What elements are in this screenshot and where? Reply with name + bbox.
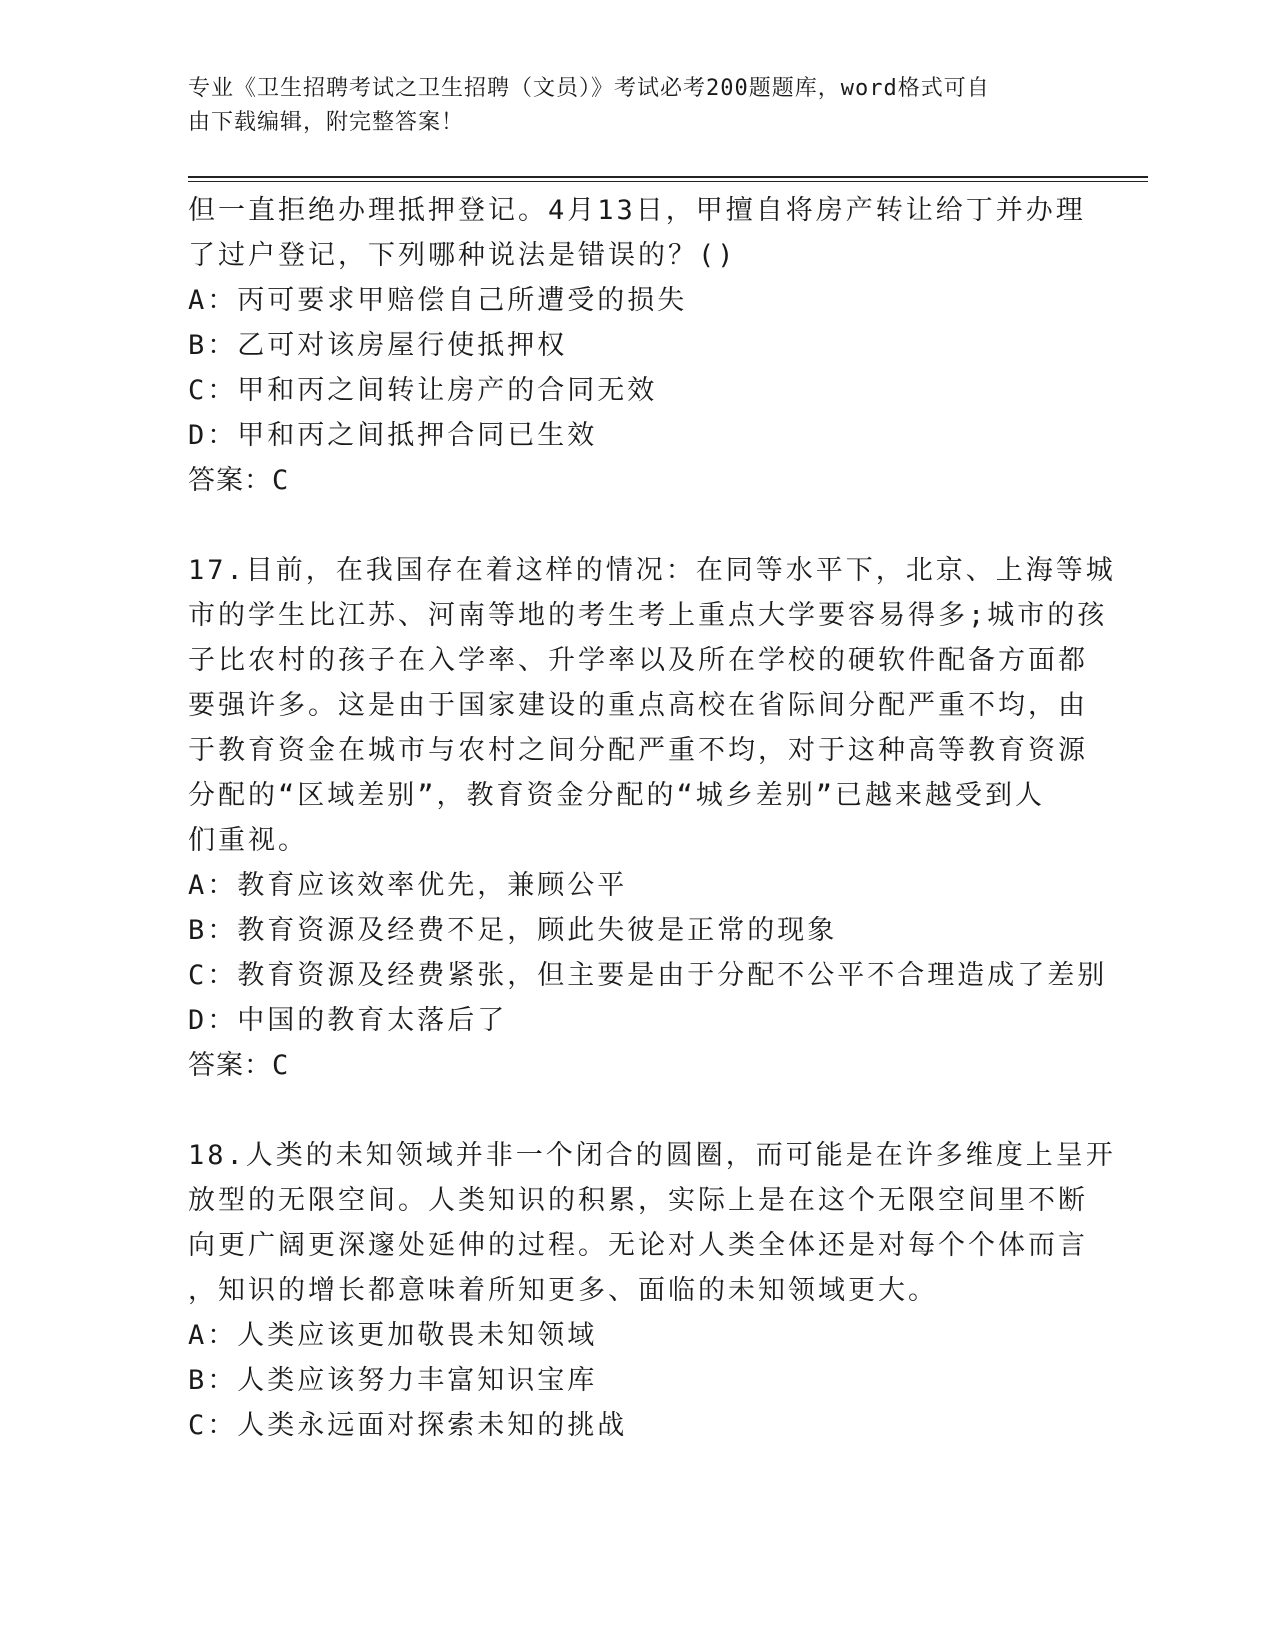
question-17 (188, 548, 1116, 1088)
question-stem-line: ，知识的增长都意味着所知更多、面临的未知领域更大。 (188, 1275, 938, 1306)
question-content (188, 188, 1116, 1448)
question-stem-line: 于教育资金在城市与农村之间分配严重不均，对于这种高等教育资源 (188, 735, 1088, 766)
question-stem-line: 分配的“区域差别”，教育资金分配的“城乡差别”已越来越受到人 (188, 780, 1046, 811)
option-b: B：教育资源及经费不足，顾此失彼是正常的现象 (188, 915, 838, 946)
header-divider-thick (188, 176, 1148, 178)
question-16 (188, 188, 1088, 503)
question-stem-line: 18.人类的未知领域并非一个闭合的圆圈，而可能是在许多维度上呈开 (188, 1140, 1116, 1171)
header-divider-thin (188, 181, 1148, 182)
header-line-1: 专业《卫生招聘考试之卫生招聘（文员）》考试必考200题题库，word格式可自 (188, 76, 990, 101)
page-header (188, 72, 1068, 140)
option-d: D：甲和丙之间抵押合同已生效 (188, 420, 598, 451)
question-stem-line: 子比农村的孩子在入学率、升学率以及所在学校的硬软件配备方面都 (188, 645, 1088, 676)
option-c: C：甲和丙之间转让房产的合同无效 (188, 375, 658, 406)
answer: 答案：C (188, 465, 290, 496)
option-a: A：人类应该更加敬畏未知领域 (188, 1320, 598, 1351)
question-stem-line: 但一直拒绝办理抵押登记。4月13日，甲擅自将房产转让给丁并办理 (188, 195, 1086, 226)
option-a: A：丙可要求甲赔偿自己所遭受的损失 (188, 285, 688, 316)
question-stem-line: 放型的无限空间。人类知识的积累，实际上是在这个无限空间里不断 (188, 1185, 1088, 1216)
question-stem-line: 市的学生比江苏、河南等地的考生考上重点大学要容易得多;城市的孩 (188, 600, 1108, 631)
question-18 (188, 1133, 1116, 1448)
option-d: D：中国的教育太落后了 (188, 1005, 508, 1036)
question-stem-line: 要强许多。这是由于国家建设的重点高校在省际间分配严重不均，由 (188, 690, 1088, 721)
option-c: C：教育资源及经费紧张，但主要是由于分配不公平不合理造成了差别 (188, 960, 1108, 991)
question-stem-line: 向更广阔更深邃处延伸的过程。无论对人类全体还是对每个个体而言 (188, 1230, 1088, 1261)
option-a: A：教育应该效率优先，兼顾公平 (188, 870, 628, 901)
question-stem-line: 17.目前，在我国存在着这样的情况：在同等水平下，北京、上海等城 (188, 555, 1116, 586)
option-b: B：乙可对该房屋行使抵押权 (188, 330, 568, 361)
option-c: C：人类永远面对探索未知的挑战 (188, 1410, 628, 1441)
document-page (188, 0, 1148, 1650)
answer: 答案：C (188, 1050, 290, 1081)
option-b: B：人类应该努力丰富知识宝库 (188, 1365, 598, 1396)
header-line-2: 由下载编辑，附完整答案！ (188, 110, 465, 135)
question-stem-line: 们重视。 (188, 825, 308, 856)
question-stem-line: 了过户登记，下列哪种说法是错误的？() (188, 240, 737, 271)
